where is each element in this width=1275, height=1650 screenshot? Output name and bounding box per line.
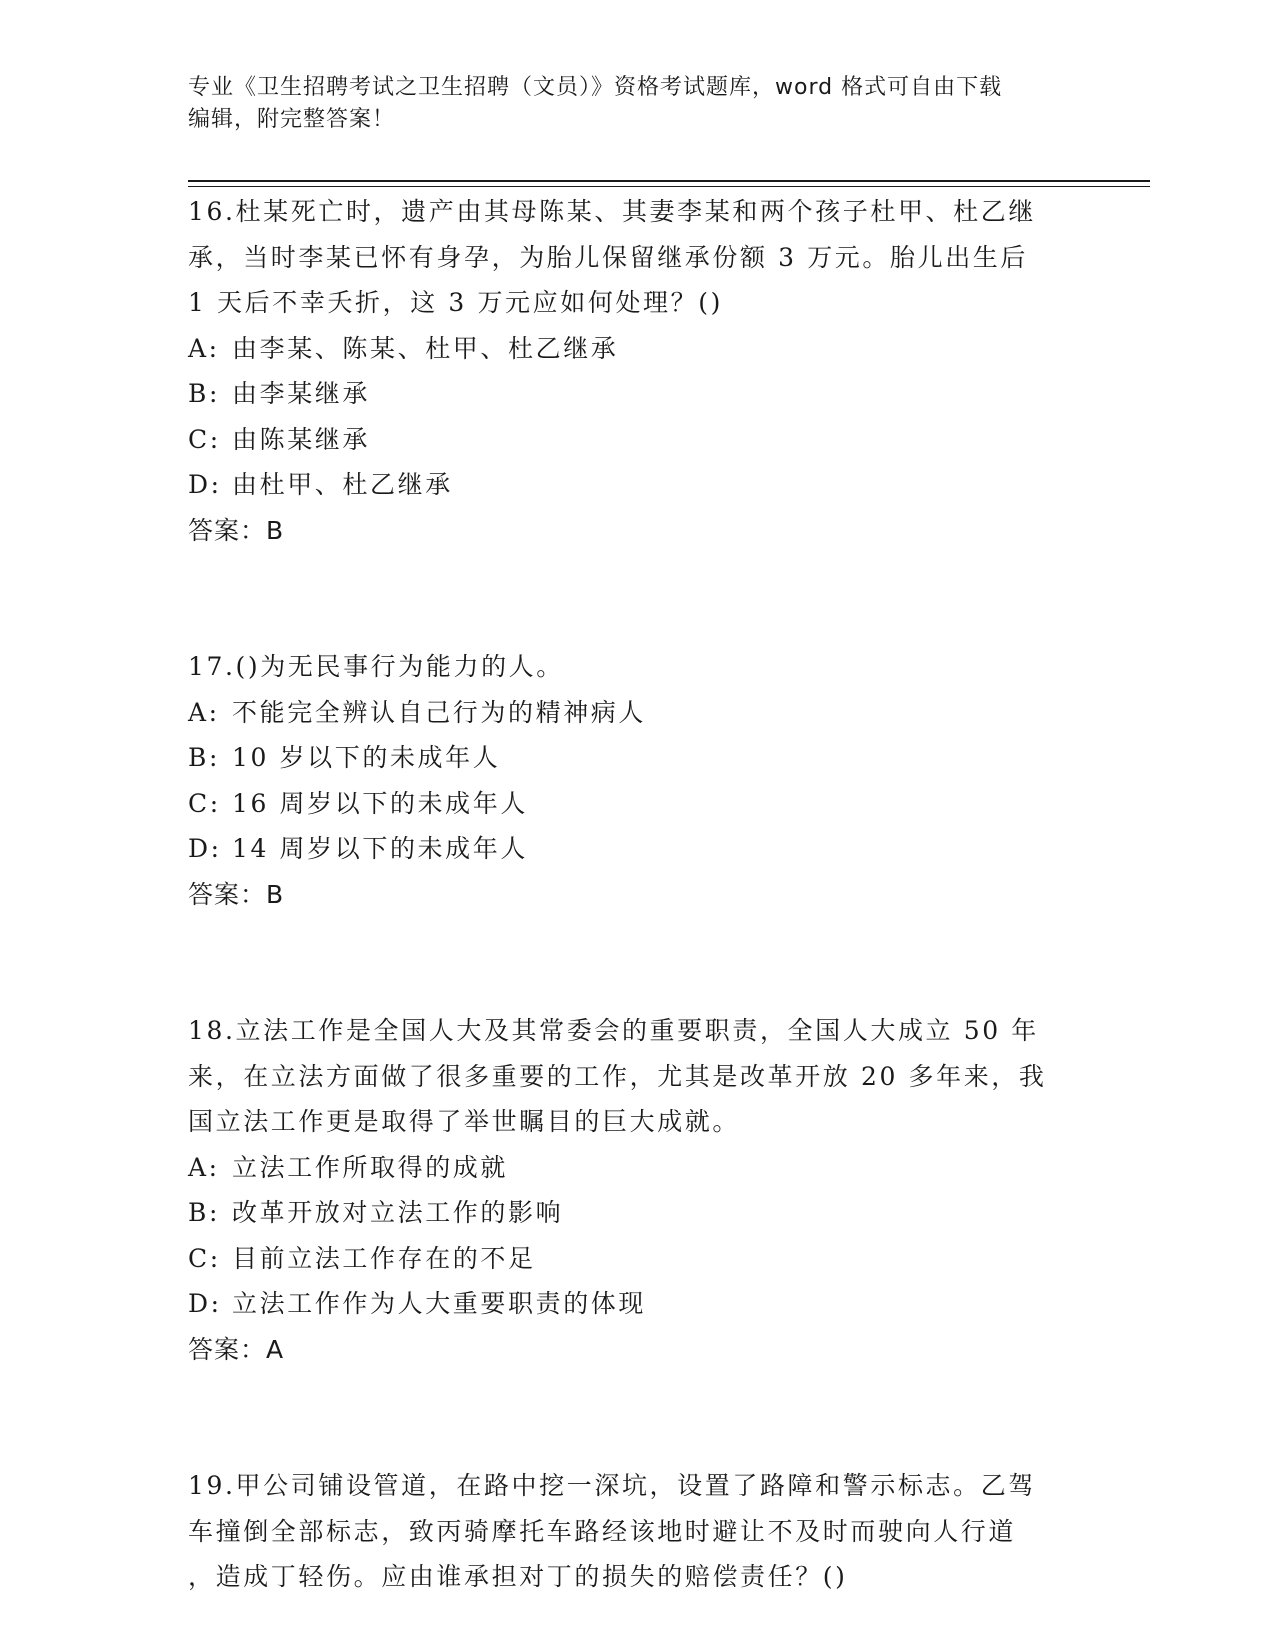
question-stem-line: 来，在立法方面做了很多重要的工作，尤其是改革开放 20 多年来，我 <box>188 1061 1047 1091</box>
spacer <box>188 553 1088 644</box>
question-stem-line: 车撞倒全部标志，致丙骑摩托车路经该地时避让不及时而驶向人行道 <box>188 1516 1017 1546</box>
option-text: 改革开放对立法工作的影响 <box>232 1198 564 1227</box>
question-17 <box>188 644 1088 917</box>
option-letter: C: <box>188 424 221 454</box>
option-c <box>188 781 1088 827</box>
question-stem-line: 17.()为无民事行为能力的人。 <box>188 652 564 681</box>
question-stem-line: 承，当时李某已怀有身孕，为胎儿保留继承份额 3 万元。胎儿出生后 <box>188 242 1029 272</box>
question-stem-line: 18.立法工作是全国人大及其常委会的重要职责，全国人大成立 50 年 <box>188 1016 1039 1045</box>
question-16 <box>188 189 1088 553</box>
option-letter: C: <box>188 788 221 818</box>
option-letter: B: <box>188 743 220 772</box>
option-b <box>188 371 1088 417</box>
option-letter: C: <box>188 1243 221 1273</box>
option-text: 目前立法工作存在的不足 <box>232 1243 536 1273</box>
option-d <box>188 1281 1088 1327</box>
option-b <box>188 1190 1088 1236</box>
option-letter: A: <box>188 1152 220 1182</box>
option-text: 由李某、陈某、杜甲、杜乙继承 <box>232 333 619 363</box>
option-letter: B: <box>188 1198 220 1227</box>
option-letter: B: <box>188 379 220 408</box>
header-divider-thin <box>188 186 1150 187</box>
option-letter: A: <box>188 333 220 363</box>
question-19 <box>188 1463 1088 1600</box>
spacer <box>188 917 1088 1008</box>
option-letter: D: <box>188 470 222 499</box>
option-d <box>188 462 1088 508</box>
option-text: 由陈某继承 <box>232 424 371 454</box>
question-stem-line: 国立法工作更是取得了举世瞩目的巨大成就。 <box>188 1107 741 1136</box>
option-c <box>188 417 1088 463</box>
option-d <box>188 826 1088 872</box>
header-divider-thick <box>188 180 1150 182</box>
header-line-2: 编辑，附完整答案！ <box>188 107 396 132</box>
question-stem-line: 1 天后不幸夭折，这 3 万元应如何处理？() <box>188 288 723 317</box>
option-text: 不能完全辨认自己行为的精神病人 <box>232 697 647 727</box>
option-letter: A: <box>188 697 220 727</box>
option-letter: D: <box>188 1289 222 1318</box>
question-stem-line: 19.甲公司铺设管道，在路中挖一深坑，设置了路障和警示标志。乙驾 <box>188 1471 1036 1500</box>
question-list <box>188 189 1088 1600</box>
option-a <box>188 690 1088 736</box>
answer-line: 答案：A <box>188 1334 285 1364</box>
option-letter: D: <box>188 834 222 863</box>
document-header <box>188 72 1068 136</box>
option-text: 立法工作所取得的成就 <box>232 1152 509 1182</box>
option-text: 由李某继承 <box>232 379 371 408</box>
option-text: 10 岁以下的未成年人 <box>232 743 501 772</box>
option-a <box>188 326 1088 372</box>
option-text: 由杜甲、杜乙继承 <box>232 470 453 499</box>
option-b <box>188 735 1088 781</box>
option-text: 14 周岁以下的未成年人 <box>232 834 528 863</box>
option-a <box>188 1145 1088 1191</box>
question-stem-line: ，造成丁轻伤。应由谁承担对丁的损失的赔偿责任？() <box>188 1562 848 1591</box>
header-line-1: 专业《卫生招聘考试之卫生招聘（文员）》资格考试题库，word 格式可自由下载 <box>188 75 1003 100</box>
question-stem-line: 16.杜某死亡时，遗产由其母陈某、其妻李某和两个孩子杜甲、杜乙继 <box>188 197 1036 226</box>
answer-line: 答案：B <box>188 515 285 545</box>
answer-line: 答案：B <box>188 879 285 909</box>
spacer <box>188 1372 1088 1463</box>
option-c <box>188 1236 1088 1282</box>
question-18 <box>188 1008 1088 1372</box>
option-text: 立法工作作为人大重要职责的体现 <box>232 1289 647 1318</box>
option-text: 16 周岁以下的未成年人 <box>232 788 528 818</box>
